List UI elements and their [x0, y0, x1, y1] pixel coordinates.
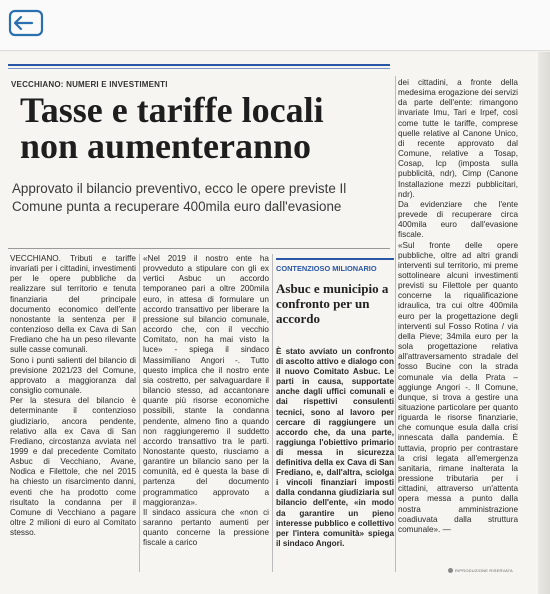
article-credit: RIPRODUZIONE RISERVATA: [455, 568, 513, 573]
box-rule: [276, 258, 394, 260]
article-column-4: dei cittadini, a fronte della medesima erogazione dei servizi da parte dell'ente: rimangono invariate Imu, Tari e Irpef, così come tutte le tariffe, comprese quelle relative al Canone Unico, di recente approvato dal Comune, relative a Tosap, Cosap, Icp (imposta sulla pubblicità, ndr), Cimp (Canone Installazione mezzi pubblicitari, ndr). Da evidenziare che l'ente prevede di recuperare circa 400mila euro dall'evasione fiscale. «Sul fronte delle opere pubbliche, oltre ad altri grandi interventi sul territorio, mi preme sottolineare alcuni investimenti previsti su Filettole per quanto concerne la riqualificazione idraulica, tra cui oltre 400mila euro per la progettazione degli interventi sul Fosso Rotina / via della Pieve; 34mila euro per la sola progettazione relativa all'attraversamento stradale del fosso Bucine con la strada comunale via della Prata – aggiunge Angori -. Il Comune, dunque, si trova a gestire una situazione particolare per quanto riguarda le risorse finanziarie, che comunque esula dalla crisi innescata dalla pandemia. È tuttavia, proprio per contrastare la crisi legata all'emergenza sanitaria, rimane inalterata la pressione tributaria per i cittadini, attraverso un'attenta opera messa a punto dalla nostra amministrazione coadiuvata dalla struttura comunale». —: [398, 78, 518, 534]
article-kicker: VECCHIANO: NUMERI E INVESTIMENTI: [11, 80, 168, 89]
top-rule: [8, 64, 390, 66]
sidebar-box-body: È stato avviato un confronto di ascolto attivo e dialogo con il nuovo Comitato Asbuc. Le parti in causa, supportate anche dagli uffici comunali e dai rispettivi consulenti tecnici, sono al lavoro per cercare di raggiungere un accordo che, da una parte, raggiunga l'obiettivo primario di messa in sicurezza definitiva della ex Cava di San Frediano, e, dall'altra, sciolga i vincoli finanziari imposti dalla condanna giudiziaria sul bilancio dell'ente, «in modo da garantire un pieno interesse pubblico e collettivo per l'intera comunità» spiega il sindaco Angori.: [276, 347, 394, 548]
article-column-1: VECCHIANO. Tributi e tariffe invariati per i cittadini, investimenti per le opere pubbliche da realizzare sul territorio e tenuta finanziaria del principale documento economico dell'ente nonostante la sentenza per il contenzioso della ex Cava di San Frediano che ha un peso rilevante sulle casse comunali. Sono i punti salienti del bilancio di previsione 2021/23 del Comune, approvato a maggioranza dal consiglio comunale. Per la stesura del bilancio è determinante il contenzioso giudiziario, ancora pendente, relativo alla ex Cava di San Frediano, circostanza avviata nel 1999 e dal precedente Comitato Asbuc di Vecchiano, Avane, Nodica e Filettole, che nel 2015 ha chiesto un risarcimento danni, eventi che ha prodotto come risultato la condanna per il Comune di Vecchiano a pagare oltre 2 milioni di euro al Comitato stesso.: [10, 254, 136, 538]
back-arrow-icon: [4, 4, 46, 42]
back-button[interactable]: [4, 4, 46, 42]
article-headline: Tasse e tariffe locali non aumenteranno: [20, 90, 324, 166]
article-subhead: Approvato il bilancio preventivo, ecco le opere previste Il Comune punta a recuperare 400mila euro dall'evasione: [12, 181, 347, 214]
top-rule-thin: [8, 68, 390, 69]
sidebar-box-title: Asbuc e municipio a confronto per un accordo: [276, 281, 389, 326]
copyright-icon: [448, 568, 453, 573]
column-divider-2: [272, 254, 273, 572]
article-column-2: «Nel 2019 il nostro ente ha provveduto a stipulare con gli ex vertici Asbuc un accordo temporaneo pari a oltre 200mila euro, in attesa di formulare un accordo transattivo per liberare la pressione sul bilancio comunale, accordo che, con il vecchio Comitato, non ha mai visto la luce» - spiega il sindaco Massimiliano Angori -. Tutto questo implica che il nostro ente sia costretto, per salvaguardare il bilancio stesso, ad accantonare quante più risorse economiche possibili, stante la condanna pendente, almeno fino a quando non raggiungeremo il suddetto accordo transattivo tra le parti. Nonostante questo, riusciamo a garantire un bilancio sano per la comunità, ed è questa la base di partenza del documento programmatico approvato a maggioranza». Il sindaco assicura che «non ci saranno pertanto aumenti per quanto concerne la pressione fiscale a carico: [143, 254, 269, 548]
sidebar-box-label: CONTENZIOSO MILIONARIO: [276, 264, 377, 273]
toolbar: [0, 0, 550, 51]
section-divider: [8, 248, 390, 249]
column-divider-1: [139, 254, 140, 572]
page-edge: [538, 52, 550, 594]
column-divider-3: [395, 76, 396, 572]
